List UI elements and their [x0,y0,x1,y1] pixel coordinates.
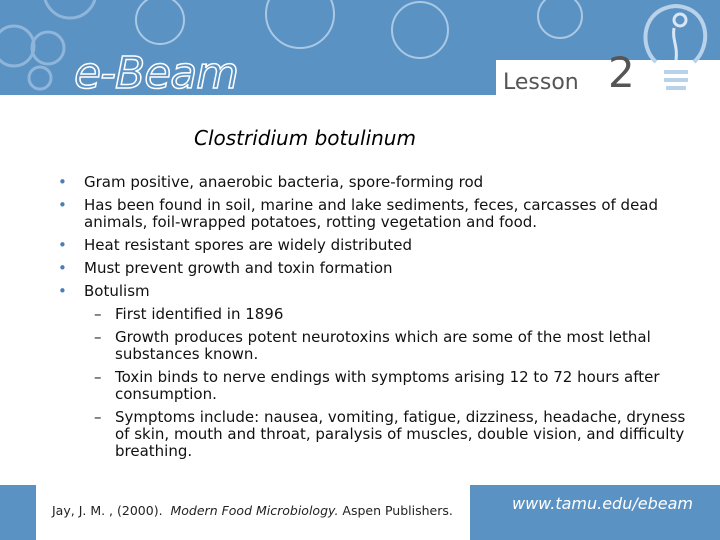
lesson-number: 2 [608,48,635,97]
bullet-text: Botulism [84,282,150,300]
bullet-text: Heat resistant spores are widely distributed [84,236,413,254]
ebeam-logo: e-Beam [74,48,239,95]
sub-bullet-item [0,306,687,323]
lesson-label: Lesson [503,70,579,95]
citation-title: Modern Food Microbiology. [170,503,339,518]
bullet-text: Has been found in soil, marine and lake sediments, feces, carcasses of dead animals, foil-wrapped potatoes, rotting vegetation and food. [84,196,659,231]
bullet-icon: • [58,196,67,214]
bullet-text: Gram positive, anaerobic bacteria, spore-forming rod [84,173,484,191]
slide-title: Clostridium botulinum [194,126,416,150]
citation-author: Jay, J. M. , (2000). [52,503,163,518]
bullet-item [0,260,684,277]
sub-bullet-text: Growth produces potent neurotoxins which are some of the most lethal substances known. [115,328,651,363]
sub-bullet-text: First identified in 1896 [115,305,284,323]
bullet-icon: • [58,236,67,254]
dash-icon: – [94,368,102,386]
bullet-item [0,174,684,191]
bullet-item [0,283,684,300]
bullet-icon: • [58,259,67,277]
sub-bullet-text: Symptoms include: nausea, vomiting, fatigue, dizziness, headache, dryness of skin, mouth and throat, paralysis of muscles, double vision, and difficulty breathing. [115,408,686,460]
bullet-item [0,197,684,231]
footer-url[interactable]: www.tamu.edu/ebeam [512,494,693,513]
dash-icon: – [94,305,102,323]
dash-icon: – [94,328,102,346]
lightbulb-icon [632,0,720,95]
sub-bullet-item [0,409,687,460]
sub-bullet-item [0,369,687,403]
bullet-text: Must prevent growth and toxin formation [84,259,393,277]
bullet-item [0,237,684,254]
citation-publisher: Aspen Publishers. [342,503,453,518]
slide-content [0,174,720,466]
citation [52,503,453,518]
sub-bullet-item [0,329,687,363]
bullet-icon: • [58,282,67,300]
sub-bullet-text: Toxin binds to nerve endings with symptoms arising 12 to 72 hours after consumption. [115,368,660,403]
bullet-icon: • [58,173,67,191]
dash-icon: – [94,408,102,426]
